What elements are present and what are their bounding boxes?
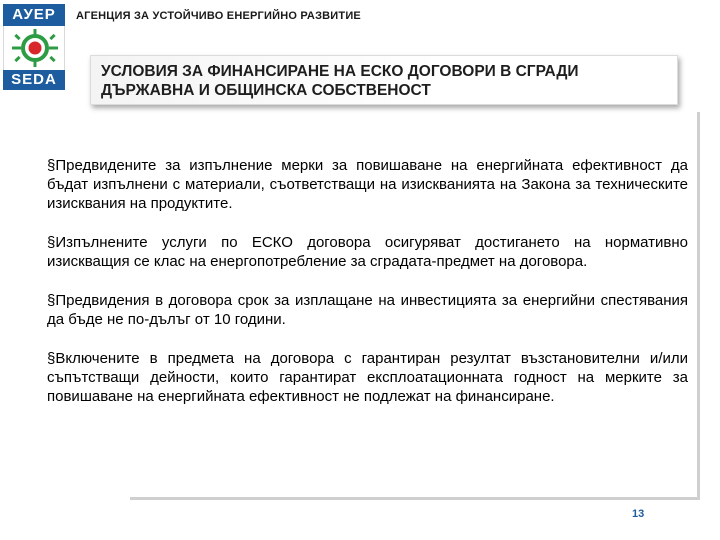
frame-line-bottom [130,497,700,500]
bullet-paragraph-3: §Предвидения в договора срок за изплащане на инвестицията за енергийни спестявания да бъде не по-дълъг от 10 години. [47,292,688,328]
seda-emblem-icon [3,26,65,70]
seda-logo [3,4,65,90]
logo-bottom-text: SEDA [3,70,65,90]
bullet-paragraph-4: §Включените в предмета на договора с гарантиран резултат възстановителни и/или съпътстващи дейности, които гарантират експлоатационната годност на мерките за повишаване на енергийната ефективност не подлежат на финансиране. [47,350,688,405]
bullet-paragraph-2: §Изпълнените услуги по ЕСКО договора осигуряват достигането на нормативно изискващия се клас на енергопотребление за сградата-предмет на договора. [47,234,688,270]
frame-line-right [697,112,700,500]
slide-title-line-2: ДЪРЖАВНА И ОБЩИНСКА СОБСТВЕНОСТ [101,82,431,99]
slide-body [47,156,688,426]
slide-title-line-1: УСЛОВИЯ ЗА ФИНАНСИРАНЕ НА ЕСКО ДОГОВОРИ В СГРАДИ [101,63,579,80]
page-number: 13 [632,508,645,520]
bullet-paragraph-1: §Предвидените за изпълнение мерки за повишаване на енергийната ефективност да бъдат изпълнени с материали, съответстващи на изискванията на Закона за техническите изисквания на продуктите. [47,157,688,212]
slide-title [90,55,678,105]
logo-top-text: АУЕР [3,4,65,26]
agency-name: АГЕНЦИЯ ЗА УСТОЙЧИВО ЕНЕРГИЙНО РАЗВИТИЕ [76,10,361,22]
